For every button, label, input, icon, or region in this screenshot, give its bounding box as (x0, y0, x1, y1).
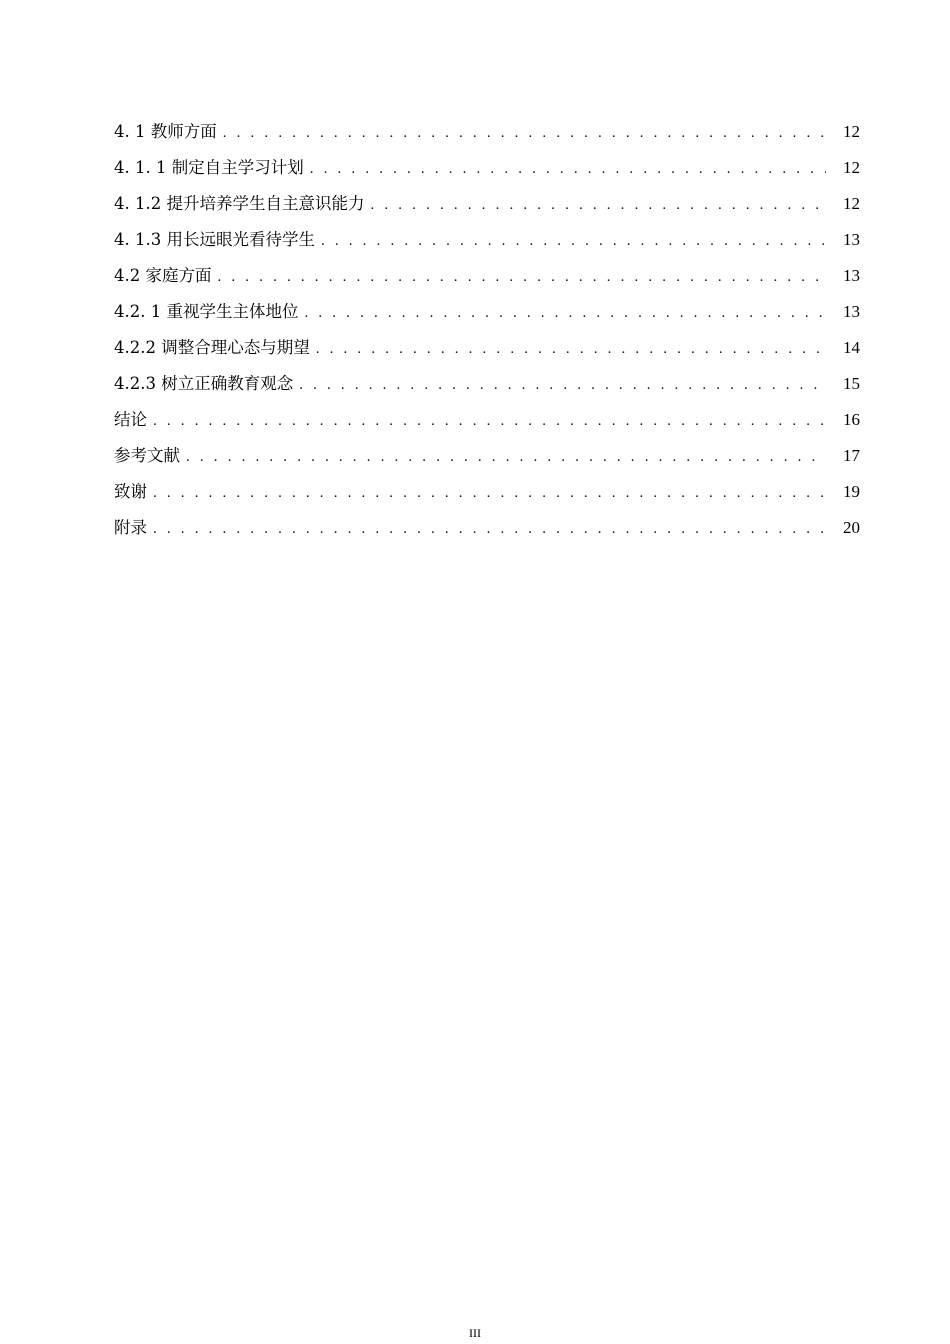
toc-dot-leader (153, 408, 826, 434)
toc-entry[interactable] (114, 119, 860, 155)
toc-dot-leader (321, 228, 826, 254)
toc-entry[interactable] (114, 515, 860, 551)
toc-dot-leader (218, 264, 827, 290)
toc-dot-leader (304, 300, 826, 326)
toc-entry-title: 致谢 (114, 482, 147, 501)
toc-entry-title: 附录 (114, 518, 147, 537)
toc-entry-page: 20 (843, 518, 860, 537)
toc-entry-title: 4.2.2 调整合理心态与期望 (114, 338, 310, 357)
toc-entry-page: 14 (843, 338, 860, 357)
toc-entry-title: 4. 1.2 提升培养学生自主意识能力 (114, 194, 365, 213)
toc-entry-page: 19 (843, 482, 860, 501)
toc-entry-page: 12 (843, 158, 860, 177)
toc-entry[interactable] (114, 191, 860, 227)
toc-entry[interactable] (114, 371, 860, 407)
toc-entry-page: 12 (843, 122, 860, 141)
toc-entry[interactable] (114, 263, 860, 299)
toc-entry-page: 12 (843, 194, 860, 213)
toc-entry-page: 17 (843, 446, 860, 465)
table-of-contents (114, 119, 860, 551)
toc-entry-page: 15 (843, 374, 860, 393)
toc-entry-title: 4. 1. 1 制定自主学习计划 (114, 158, 304, 177)
toc-dot-leader (153, 516, 826, 542)
toc-entry[interactable] (114, 335, 860, 371)
toc-entry[interactable] (114, 227, 860, 263)
toc-entry-page: 13 (843, 302, 860, 321)
toc-entry[interactable] (114, 479, 860, 515)
toc-entry[interactable] (114, 299, 860, 335)
toc-entry-page: 13 (843, 230, 860, 249)
toc-dot-leader (186, 444, 826, 470)
toc-dot-leader (310, 156, 826, 182)
toc-entry[interactable] (114, 155, 860, 191)
toc-dot-leader (153, 480, 826, 506)
toc-entry-title: 4.2. 1 重视学生主体地位 (114, 302, 299, 321)
toc-dot-leader (223, 120, 826, 146)
toc-dot-leader (370, 192, 826, 218)
toc-entry-page: 13 (843, 266, 860, 285)
toc-dot-leader (316, 336, 826, 362)
toc-entry-title: 4. 1 教师方面 (114, 122, 217, 141)
toc-entry-title: 4.2.3 树立正确教育观念 (114, 374, 294, 393)
toc-entry-title: 4. 1.3 用长远眼光看待学生 (114, 230, 315, 249)
toc-entry[interactable] (114, 407, 860, 443)
toc-entry-title: 参考文献 (114, 446, 180, 465)
toc-entry-title: 4.2 家庭方面 (114, 266, 212, 285)
page-number: III (469, 1326, 481, 1340)
toc-entry-page: 16 (843, 410, 860, 429)
toc-entry-title: 结论 (114, 410, 147, 429)
toc-entry[interactable] (114, 443, 860, 479)
toc-dot-leader (299, 372, 826, 398)
